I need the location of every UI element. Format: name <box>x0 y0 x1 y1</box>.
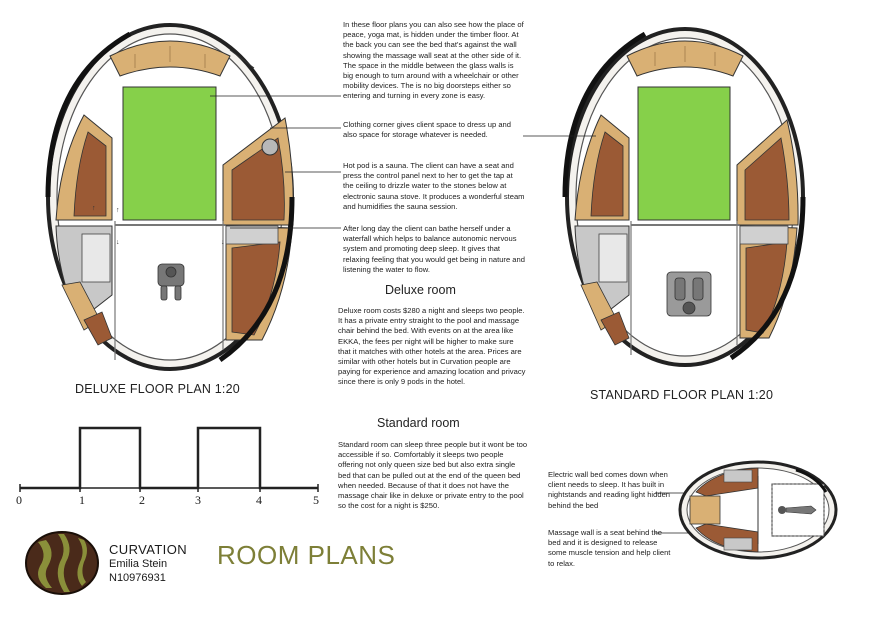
massage-wall-note: Massage wall is a seat behind the bed and it is designed to release some muscle tension and help client to relax. <box>548 528 671 568</box>
svg-text:↑: ↑ <box>92 205 96 212</box>
deluxe-room-heading: Deluxe room <box>385 283 456 297</box>
standard-room-description: Standard room can sleep three people but it wont be too accessible if so. Comfortably it sleeps two people offering not only queen size bed but also extra single bed that can be pulled out at the end of the queen bed when needed. Because of that it does not have the massage chair like in deluxe or private entry to the pool so the cost for a night is $250. <box>338 440 528 511</box>
page-title: ROOM PLANS <box>217 540 396 570</box>
curvation-logo <box>24 530 100 596</box>
student-id: N10976931 <box>109 572 166 584</box>
waterfall-note: After long day the client can bathe herself under a waterfall which helps to balance autonomic nervous system and promoting deep sleep. It gives that relaxing feeling that you would get being in nature and listening the water to flow. <box>343 224 525 274</box>
intro-paragraph: In these floor plans you can also see how the place of peace, yoga mat, is hidden under the timber floor. At the back you can see the bed that's against the wall showing the massage wall seat at the other side of it. The space in the middle between the glass walls is big enough to turn around with a wheelchair or other mobility devices. The is no big doorsteps either so entering and turning in every zone is easy. <box>343 20 524 101</box>
scale-tick-4: 4 <box>256 493 262 507</box>
brand-name: CURVATION <box>109 542 187 557</box>
svg-text:↓: ↓ <box>221 239 225 246</box>
author-name: Emilia Stein <box>109 558 168 570</box>
wall-bed-plan <box>676 456 841 568</box>
deluxe-floor-plan-caption: DELUXE FLOOR PLAN 1:20 <box>75 382 240 396</box>
scale-tick-5: 5 <box>313 493 319 507</box>
svg-text:↓: ↓ <box>116 239 120 246</box>
sauna-note: Hot pod is a sauna. The client can have a seat and press the control panel next to her to get the tap at the ceiling to drizzle water to the stones below at electronic sauna stove. It produces a wonderful steam and humidifies the sauna session. <box>343 161 525 211</box>
scale-tick-2: 2 <box>139 493 145 507</box>
clothing-corner-note: Clothing corner gives client space to dress up and also space for storage whatever is needed. <box>343 120 512 140</box>
scale-tick-3: 3 <box>195 493 201 507</box>
standard-room-heading: Standard room <box>377 416 460 430</box>
scale-tick-0: 0 <box>16 493 22 507</box>
deluxe-room-description: Deluxe room costs $280 a night and sleeps two people. It has a private entry straight to the pool and massage chair behind the bed. With events on at the area like EKKA, the fees per night will be higher to make sure that it matches with other hotels at the area. Prices are similar with other hotels but in Curvation people are paying for experience and amazing location and privacy since there is only 9 pods in the hotel. <box>338 306 526 387</box>
svg-text:↑: ↑ <box>116 207 120 214</box>
scale-bar <box>18 418 328 518</box>
scale-tick-1: 1 <box>79 493 85 507</box>
standard-floor-plan-caption: STANDARD FLOOR PLAN 1:20 <box>590 388 774 402</box>
wall-bed-note: Electric wall bed comes down when client needs to sleep. It has built in nightstands and reading light hidden behind the bed <box>548 470 671 510</box>
